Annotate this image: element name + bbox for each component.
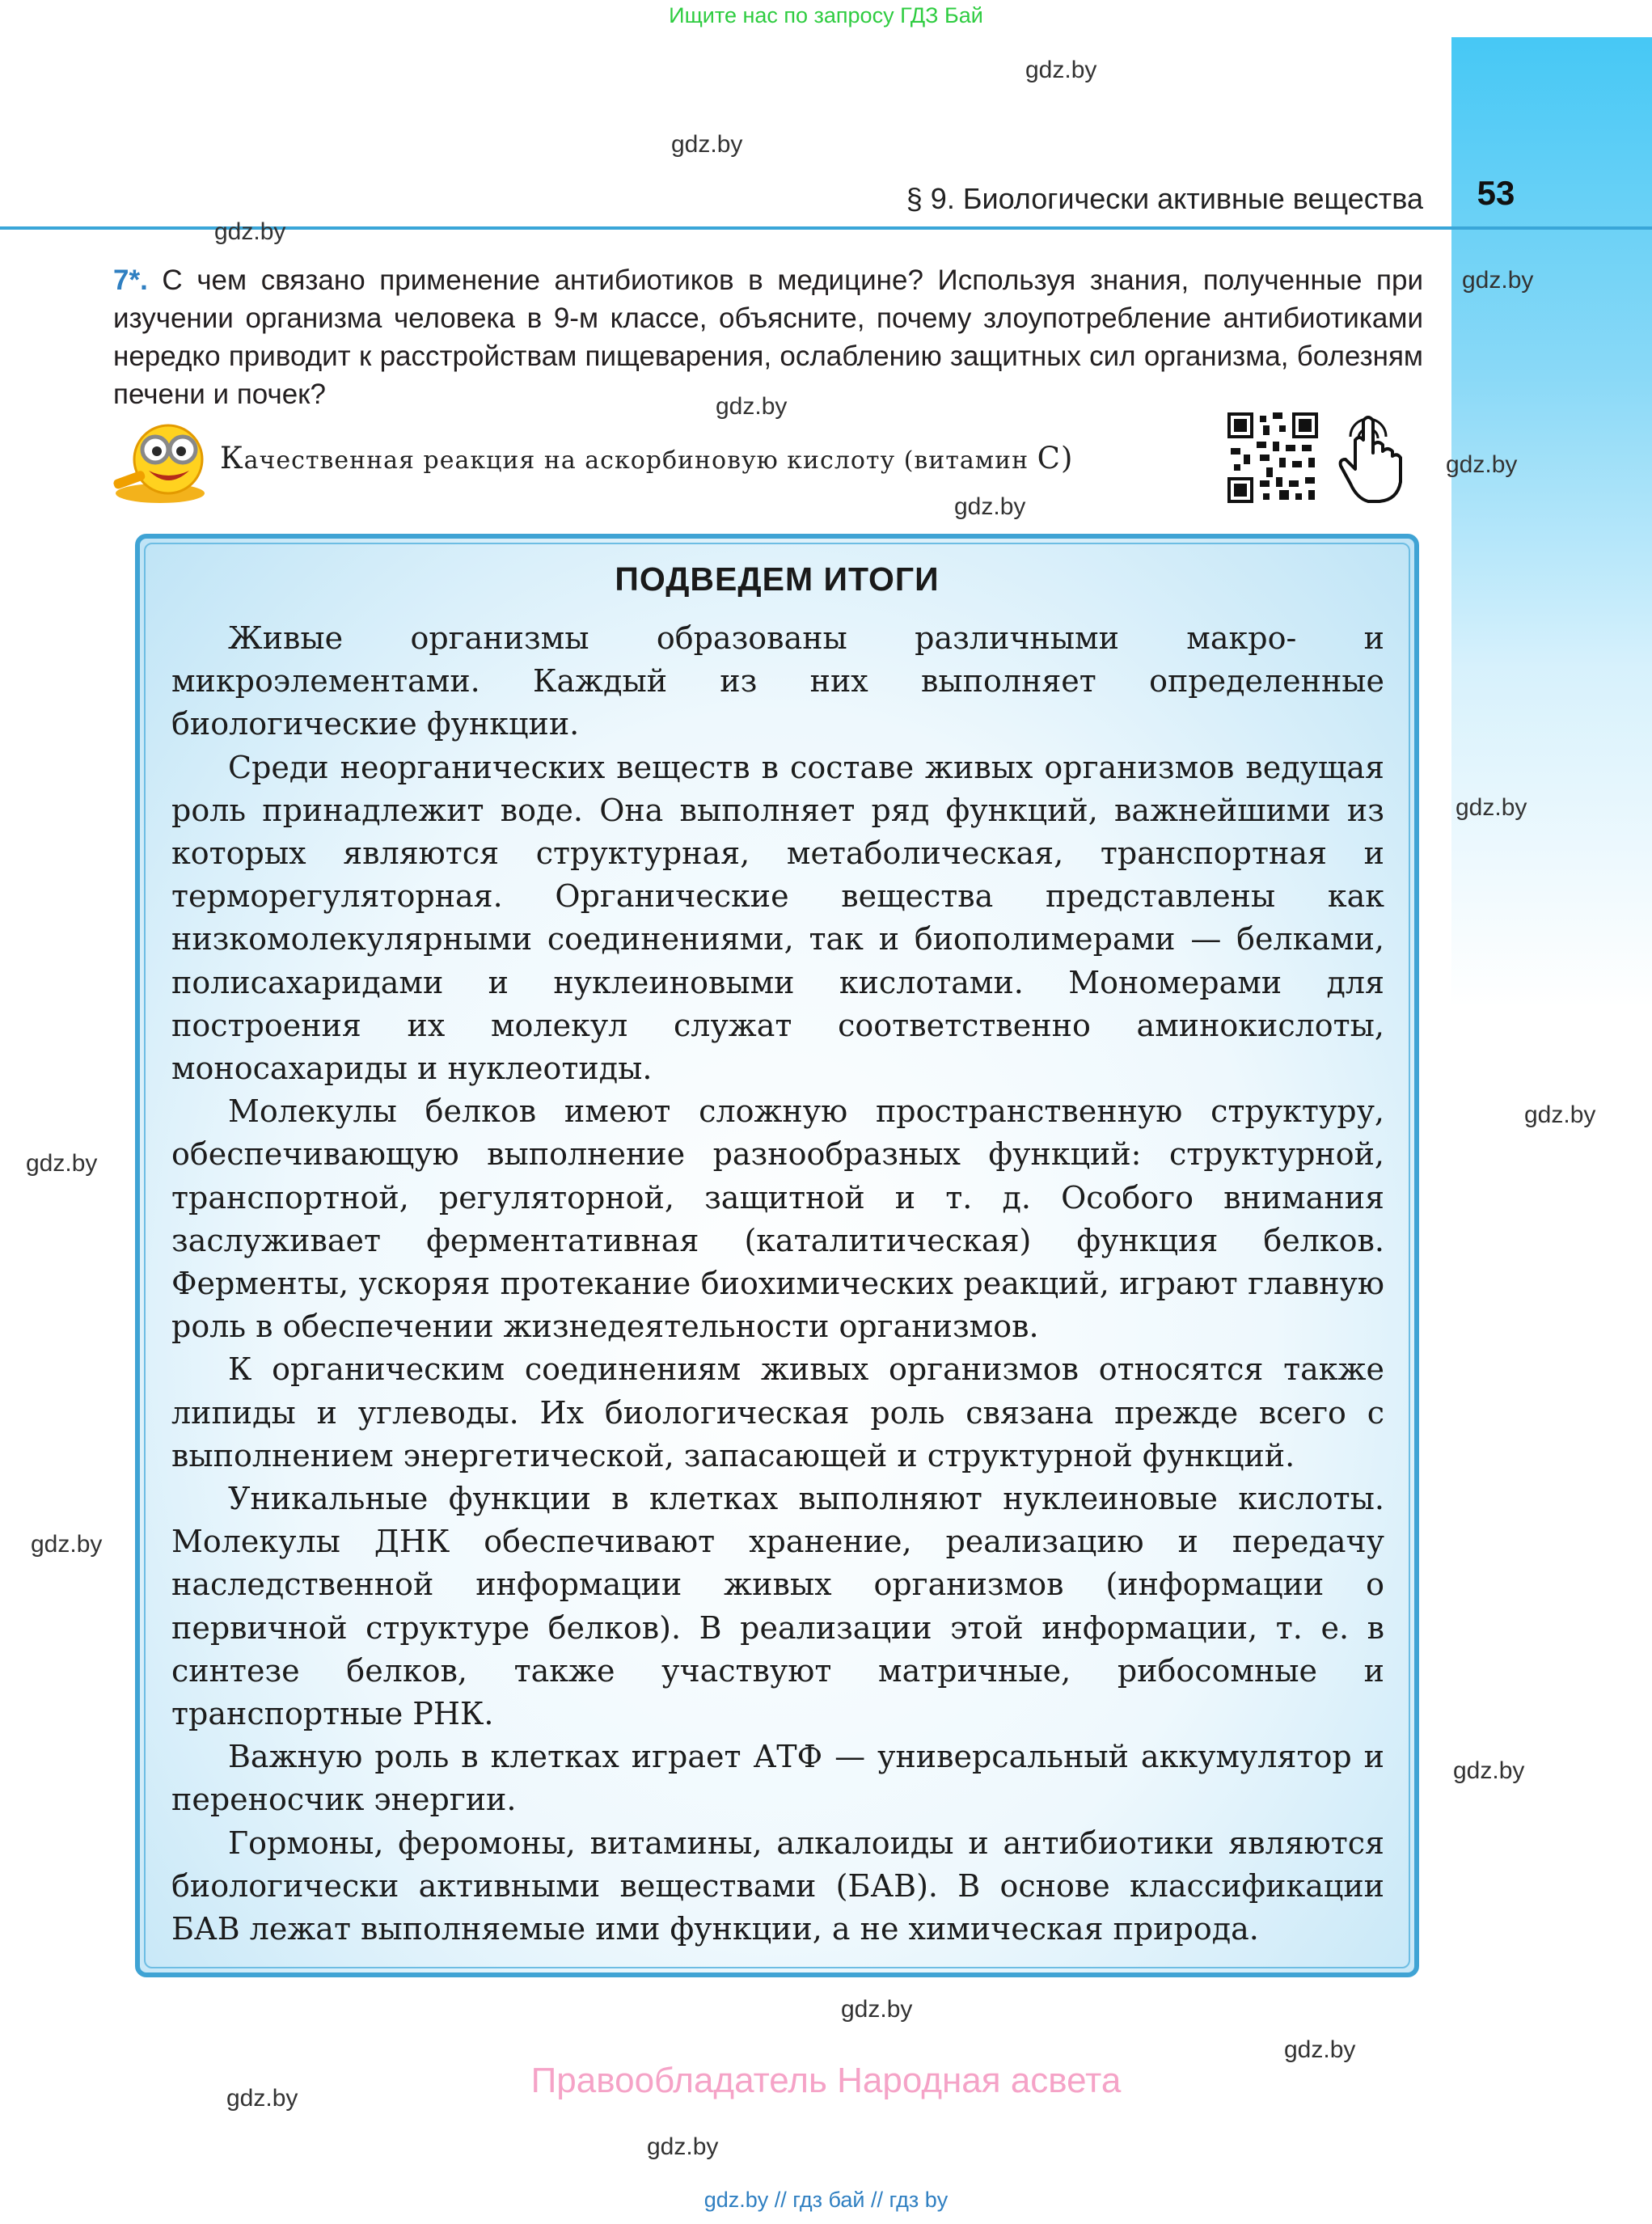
- section-title: § 9. Биологически активные вещества: [906, 182, 1423, 215]
- summary-paragraph: Важную роль в клетках играет АТФ — универсальный аккумулятор и переносчик энергии.: [171, 1739, 1384, 1818]
- qr-code-icon[interactable]: [1227, 412, 1318, 503]
- experiment-first-letter: К: [220, 441, 244, 476]
- top-search-link[interactable]: Ищите нас по запросу ГДЗ Бай: [669, 3, 983, 27]
- watermark: gdz.by: [671, 131, 743, 158]
- watermark: gdz.by: [1025, 57, 1097, 83]
- summary-paragraph: К органическим соединениям живых организмов относятся также липиды и углеводы. Их биологическая роль связана прежде всего с выполнением энергетической, запасающей и структурной функций.: [171, 1351, 1384, 1474]
- watermark: gdz.by: [1453, 1757, 1525, 1784]
- question-number: 7*.: [113, 264, 148, 296]
- summary-text: [171, 617, 1384, 1951]
- watermark: gdz.by: [716, 393, 788, 420]
- summary-paragraph: Уникальные функции в клетках выполняют нуклеиновые кислоты. Молекулы ДНК обеспечивают хранение, реализацию и передачу наследственной информации живых организмов (информации о первичной структуре белков). В реализации этой информации, т. е. в синтезе белков, также участвуют матричные, рибосомные и транспортные РНК.: [171, 1481, 1384, 1732]
- watermark: gdz.by: [1456, 794, 1527, 821]
- bottom-links[interactable]: gdz.by // гдз бай // гдз by: [703, 2188, 949, 2212]
- watermark: gdz.by: [214, 218, 286, 245]
- summary-title: ПОДВЕДЕМ ИТОГИ: [615, 560, 940, 598]
- watermark: gdz.by: [647, 2133, 719, 2160]
- summary-paragraph: Живые организмы образованы различными макро- и микроэлементами. Каждый из них выполняет определенные биологические функции.: [171, 620, 1384, 742]
- watermark: gdz.by: [1446, 451, 1518, 478]
- experiment-text: ачественная реакция на аскорбиновую кислоту (витамин: [243, 446, 1037, 475]
- watermark: gdz.by: [31, 1531, 103, 1558]
- question-7: [113, 261, 1423, 413]
- watermark: gdz.by: [841, 1996, 913, 2023]
- watermark: gdz.by: [26, 1150, 98, 1177]
- smiley-magnifier-icon: [104, 419, 217, 508]
- watermark: gdz.by: [226, 2085, 298, 2112]
- hand-pointer-icon[interactable]: [1333, 404, 1405, 505]
- experiment-close: ): [1060, 441, 1074, 476]
- summary-paragraph: Гормоны, феромоны, витамины, алкалоиды и антибиотики являются биологически активными веществами (БАВ). В основе классификации БАВ лежат выполняемые ими функции, а не химическая природа.: [171, 1824, 1384, 1947]
- summary-paragraph: Молекулы белков имеют сложную пространственную структуру, обеспечивающую выполнение разнообразных функций: структурной, транспортной, регуляторной, защитной и т. д. Особого внимания заслуживает ферментативная (каталитическая) функция белков. Ферменты, ускоряя протекание биохимических реакций, играют главную роль в обеспечении жизнедеятельности организмов.: [171, 1093, 1384, 1345]
- watermark: gdz.by: [1524, 1101, 1596, 1128]
- summary-paragraph: Среди неорганических веществ в составе живых организмов ведущая роль принадлежит воде. Она выполняет ряд функций, важнейшими из которых являются структурная, метаболическая, транспортная и терморегуляторная. Органические вещества представлены как низкомолекулярными соединениями, так и биополимерами — белками, полисахаридами и нуклеиновыми кислотами. Мономерами для построения их молекул служат соответственно аминокислоты, моносахариды и нуклеотиды.: [171, 749, 1384, 1087]
- watermark: gdz.by: [1284, 2036, 1356, 2063]
- experiment-link[interactable]: [220, 441, 1073, 476]
- experiment-letter-c: С: [1037, 441, 1061, 476]
- question-text: С чем связано применение антибиотиков в медицине? Используя знания, полученные при изучении организма человека в 9-м классе, объясните, почему злоупотребление антибиотиками нередко приводит к расстройствам пищеварения, ослаблению защитных сил организма, болезням печени и почек?: [113, 264, 1423, 410]
- watermark: gdz.by: [954, 493, 1026, 520]
- page-number: 53: [1477, 174, 1515, 212]
- copyright-notice: Правообладатель Народная асвета: [530, 2061, 1122, 2100]
- watermark: gdz.by: [1462, 267, 1534, 294]
